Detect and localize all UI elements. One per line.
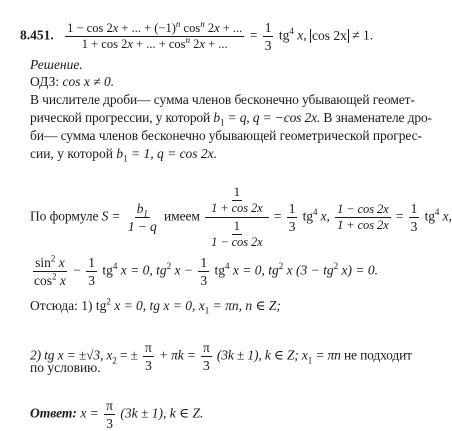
problem-equals: = bbox=[249, 27, 261, 43]
formula-line: По формуле S = $\frac{b_1}{1 - q}$ имеем $\frac{\frac{1}{1 + \cos 2x}}{\frac{1}{1 - \cos 2x}}$ = $\frac{1}{3}$ $tg^4$ x, $\frac{1 - \cos 2x}{1 + \cos 2x}$ = $\frac{1}{3}$ $tg^4$ x, bbox=[30, 185, 452, 249]
compound-bottom: $\frac{1}{1 - \cos 2x}$ bbox=[211, 219, 263, 249]
problem-number: 8.451. bbox=[20, 27, 54, 43]
domain-condition: ОДЗ: cos x ≠ 0. bbox=[30, 74, 115, 89]
problem-main-fraction bbox=[65, 18, 244, 51]
sum-formula-fraction: $\frac{b_1}{1 - q}$ bbox=[127, 201, 157, 234]
case-2-continuation: по условию. bbox=[30, 360, 101, 375]
problem-statement: 8.451. $\frac{1 - \cos 2x + ... + (-1)^n \cos^n 2x + ...}{1 + \cos 2x + ... + \cos^n 2x + ...}$ = $\frac{1}{3}$ $tg^4$ x, cos 2x ≠ 1. bbox=[20, 18, 374, 53]
paragraph-line-4: сии, у которой $b_1 = 1$, q = cos 2x. bbox=[30, 146, 218, 164]
ratio-fraction: $\frac{1 - \cos 2x}{1 + \cos 2x}$ bbox=[337, 202, 389, 232]
solution-heading: Решение. bbox=[30, 57, 83, 72]
sin-cos-fraction: $\frac{\sin^2 x}{\cos^2 x}$ bbox=[34, 253, 66, 288]
compound-fraction bbox=[205, 186, 269, 249]
paragraph-line-3: би— сумма членов бесконечно убывающей геометрической прогрес- bbox=[30, 128, 422, 143]
abs-value: cos 2x bbox=[311, 27, 347, 43]
compound-top: $\frac{1}{1 + \cos 2x}$ bbox=[211, 185, 263, 215]
problem-one-third: $\frac{1}{3}$ bbox=[264, 20, 272, 53]
problem-numerator: 1 − cos 2x + ... + $(-1)^n$ $\cos^n 2x$ + ... bbox=[67, 18, 243, 35]
paragraph-line-2: рической прогрессии, у которой $b_1 = q$, q = −cos 2x. В знаменателе дро- bbox=[30, 110, 432, 128]
case-2: 2) tg x = ±√3, $x_2$ = ± $\frac{\pi}{3}$ + πk = $\frac{\pi}{3}$ (3k ± 1), k ∈ Z; $x_1 = \pi n$ не подходит bbox=[30, 340, 412, 373]
answer-label: Ответ: bbox=[30, 405, 77, 421]
answer-line: Ответ: x = $\frac{\pi}{3}$ (3k ± 1), k ∈ Z. bbox=[30, 398, 204, 431]
case-1: Отсюда: 1) $tg^2$ x = 0, tg x = 0, $x_1 = \pi n$, n ∈ Z; bbox=[30, 296, 281, 316]
equation-line-2: $\frac{\sin^2 x}{\cos^2 x}$ − $\frac{1}{3}$ $tg^4$ x = 0, $tg^2$ x − $\frac{1}{3}$ $tg^4$ x = 0, $tg^2$ x ($3 - tg^2$ x) = 0. bbox=[34, 253, 378, 288]
paragraph-line-1: В числителе дроби— сумма членов бесконечно убывающей геомет- bbox=[30, 92, 415, 107]
problem-denominator: 1 + cos 2x + ... + $\cos^n 2x$ + ... bbox=[81, 34, 228, 51]
